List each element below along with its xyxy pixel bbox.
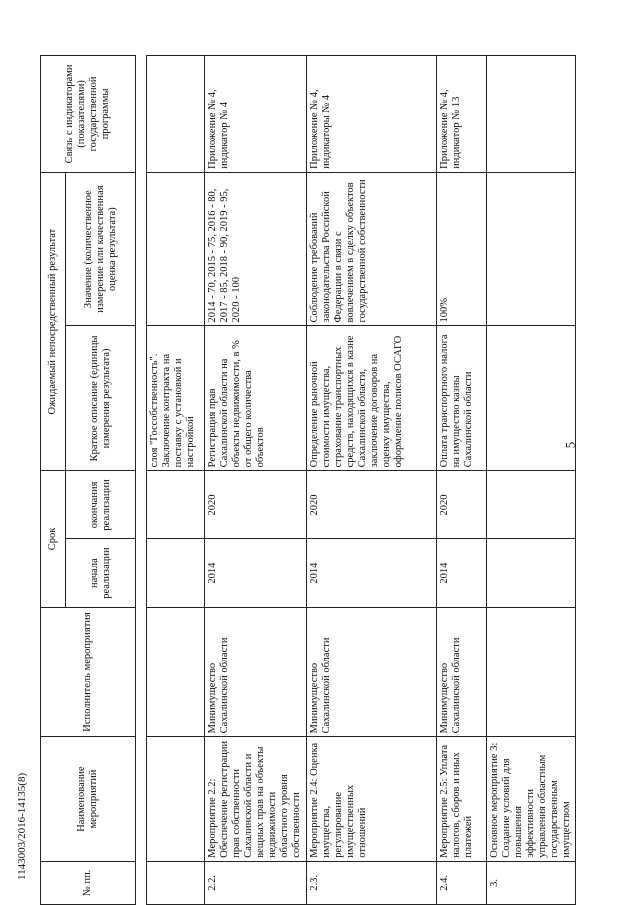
header-term: Срок xyxy=(41,471,66,607)
table-row xyxy=(205,56,307,905)
rotated-table-wrapper xyxy=(40,55,572,905)
header-result-value: Значение (количественное измерение или качественная оценка результата) xyxy=(66,172,136,326)
table-row xyxy=(487,56,576,905)
cell-start: 2014 xyxy=(307,539,437,607)
cell-desc: Регистрация прав Сахалинской области на объекты недвижимости, в % от общего количества объектов xyxy=(205,326,307,471)
cell-executor xyxy=(147,607,205,737)
cell-end: 2020 xyxy=(307,471,437,539)
cell-start xyxy=(147,539,205,607)
cell-num: 3. xyxy=(487,861,576,904)
table-row xyxy=(147,56,205,905)
cell-executor: Минимущество Сахалинской области xyxy=(437,607,487,737)
cell-num: 2.4. xyxy=(437,861,487,904)
cell-value: 100% xyxy=(437,172,487,326)
cell-value xyxy=(487,172,576,326)
cell-name: Мероприятие 2.2: Обеспечение регистрации прав собственности Сахалинской области и вещных прав на объекты недвижимости областного уровня собственности xyxy=(205,737,307,861)
cell-value: 2014 - 70, 2015 - 75, 2016 - 80, 2017 - 85, 2018 - 90, 2019 - 95, 2020 - 100 xyxy=(205,172,307,326)
header-result-desc: Краткое описание (единицы измерения результата) xyxy=(66,326,136,471)
cell-start xyxy=(487,539,576,607)
header-link: Связь с индикаторами (показателями) государственной программы xyxy=(41,56,136,173)
cell-name xyxy=(147,737,205,861)
cell-num xyxy=(147,861,205,904)
cell-value xyxy=(147,172,205,326)
cell-num: 2.2. xyxy=(205,861,307,904)
cell-executor: Минимущество Сахалинской области xyxy=(307,607,437,737)
cell-link: Приложение № 4, индикатор № 13 xyxy=(437,56,487,173)
table-row xyxy=(437,56,487,905)
cell-end xyxy=(487,471,576,539)
cell-desc xyxy=(487,326,576,471)
cell-name: Мероприятие 2.5: Уплата налогов, сборов и иных платежей xyxy=(437,737,487,861)
cell-value: Соблюдение требований законодательства Российской Федерации в связи с вовлечением в сделку объектов государственной собственности xyxy=(307,172,437,326)
cell-end: 2020 xyxy=(437,471,487,539)
cell-desc: Оплата транспортного налога на имущество казны Сахалинской области xyxy=(437,326,487,471)
cell-desc: слоя "Госсобственность". Заключение контракта на поставку с установкой и настройкой xyxy=(147,326,205,471)
document-code: 1143003/2016-14135(8) xyxy=(16,772,28,880)
cell-executor: Минимущество Сахалинской области xyxy=(205,607,307,737)
cell-link xyxy=(147,56,205,173)
header-executor: Исполнитель мероприятия xyxy=(41,607,136,737)
cell-end: 2020 xyxy=(205,471,307,539)
cell-name: Основное мероприятие 3: Создание условий для повышения эффективности управления областным государственным имуществом xyxy=(487,737,576,861)
cell-end xyxy=(147,471,205,539)
cell-start: 2014 xyxy=(437,539,487,607)
program-table xyxy=(40,55,576,905)
cell-link: Приложение № 4, индикаторы № 4 xyxy=(307,56,437,173)
table-row xyxy=(307,56,437,905)
cell-name: Мероприятие 2.4: Оценка имущества, регулирование имущественных отношений xyxy=(307,737,437,861)
cell-num: 2.3. xyxy=(307,861,437,904)
cell-desc: Определение рыночной стоимости имущества, страхование транспортных средств, находящихся в казне Сахалинской области, заключение договоров на оценку имущества, оформление полисов ОСАГО xyxy=(307,326,437,471)
header-term-start: начала реализации xyxy=(66,539,136,607)
header-name: Наименование мероприятий xyxy=(41,737,136,861)
cell-link: Приложение № 4, индикатор № 4 xyxy=(205,56,307,173)
header-num: № пп. xyxy=(41,861,136,904)
header-result: Ожидаемый непосредственный результат xyxy=(41,172,66,470)
cell-start: 2014 xyxy=(205,539,307,607)
page-number: 5 xyxy=(562,441,578,449)
cell-link xyxy=(487,56,576,173)
header-term-end: окончания реализации xyxy=(66,471,136,539)
cell-executor xyxy=(487,607,576,737)
